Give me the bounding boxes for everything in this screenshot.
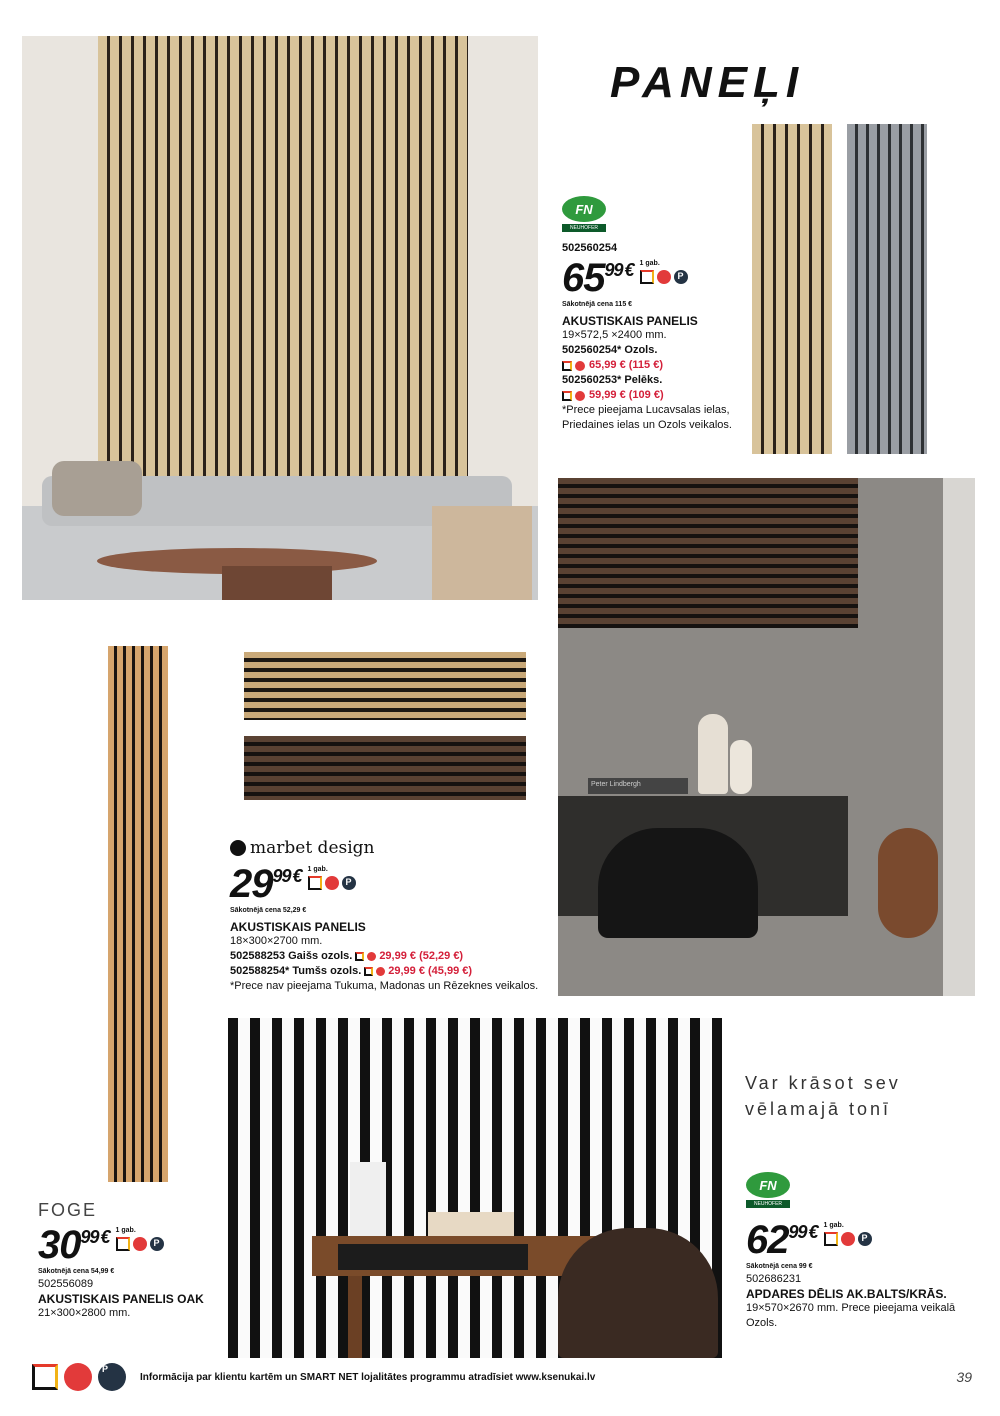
original-price: Sākotnējā cena 52,29 € — [230, 907, 307, 914]
variant1-price: 65,99 € (115 €) — [589, 359, 664, 371]
product2-block — [230, 838, 550, 994]
vase — [698, 714, 728, 794]
vase-2 — [730, 740, 752, 794]
variant1-code: 502560254* Ozols. — [562, 344, 658, 356]
loyalty-icons — [308, 876, 356, 890]
books: Peter Lindbergh — [588, 778, 688, 794]
price-dec: 99 — [272, 866, 291, 886]
loyalty-icons — [640, 270, 688, 284]
smart-net-icon — [575, 391, 585, 401]
ceiling-slats — [558, 478, 858, 628]
variant2-price: 59,99 € (109 €) — [589, 389, 664, 401]
desk-chair — [558, 1228, 718, 1358]
footer-icons — [32, 1363, 126, 1391]
table-base — [222, 566, 332, 600]
desk-drawer — [338, 1244, 528, 1270]
wall-panel — [98, 36, 468, 506]
variant2-price: 29,99 € (45,99 €) — [388, 965, 473, 977]
variant2-code: 502588254* Tumšs ozols. — [230, 965, 362, 977]
page-title: PANEĻI — [610, 58, 805, 107]
variant1-code: 502588253 Gaišs ozols. — [230, 950, 353, 962]
price — [38, 1223, 110, 1268]
marbet-logo-icon — [230, 840, 246, 856]
living-room-photo — [22, 36, 538, 600]
availability-note: *Prece nav pieejama Tukuma, Madonas un Rēzeknes veikalos. — [230, 980, 539, 992]
product1-block — [562, 196, 747, 433]
smart-net-icon — [325, 876, 339, 890]
variant2-code: 502560253* Pelēks. — [562, 374, 663, 386]
fn-logo-mark: FN — [562, 196, 606, 222]
paint-note-line1: Var krāsot sev — [745, 1073, 901, 1093]
card-icon — [640, 270, 654, 284]
unit-label: 1 gab. — [823, 1222, 844, 1229]
box-stack — [428, 1212, 514, 1236]
card-icon — [364, 967, 373, 976]
sculpture — [878, 828, 938, 938]
footer — [32, 1362, 972, 1392]
price — [230, 862, 302, 907]
unit-label: 1 gab. — [115, 1227, 136, 1234]
product4-block — [746, 1172, 986, 1331]
variant2-icons — [364, 967, 385, 976]
product-size: 21×300×2800 mm. — [38, 1307, 131, 1319]
card-icon — [562, 361, 572, 371]
card-icon — [116, 1237, 130, 1251]
product-code: 502560254 — [562, 242, 618, 254]
fn-logo-sub: NEUHOFER — [562, 224, 606, 232]
currency: € — [100, 1227, 110, 1247]
availability-note-1: *Prece pieejama Lucavsalas ielas, — [562, 404, 730, 416]
unit-label: 1 gab. — [639, 260, 660, 267]
unit-label: 1 gab. — [307, 866, 328, 873]
p-icon — [150, 1237, 164, 1251]
brand-name: marbet design — [250, 838, 375, 858]
original-price: Sākotnējā cena 54,99 € — [38, 1268, 115, 1275]
product-code: 502686231 — [746, 1273, 802, 1285]
card-icon — [824, 1232, 838, 1246]
variant1-price: 29,99 € (52,29 €) — [379, 950, 464, 962]
currency: € — [624, 260, 634, 280]
oak-panel-image — [752, 124, 832, 454]
smart-net-icon — [367, 952, 376, 961]
brand-name: FOGE — [38, 1200, 98, 1220]
cushion — [52, 461, 142, 516]
product-size: 19×570×2670 mm. Prece pieejama veikalā Ozols. — [746, 1302, 956, 1329]
brand-logo-fn — [746, 1172, 986, 1208]
p-icon — [98, 1363, 126, 1391]
smart-net-icon — [64, 1363, 92, 1391]
fn-logo-mark: FN — [746, 1172, 790, 1198]
p-icon — [674, 270, 688, 284]
book-holder — [350, 1162, 386, 1236]
smart-net-icon — [657, 270, 671, 284]
product-name: APDARES DĒLIS AK.BALTS/KRĀS. — [746, 1287, 947, 1301]
light-oak-sample — [244, 652, 526, 720]
price-dec: 99 — [80, 1227, 99, 1247]
product-size: 19×572,5 ×2400 mm. — [562, 329, 667, 341]
smart-net-icon — [575, 361, 585, 371]
throw-blanket — [432, 506, 532, 600]
striped-wall-photo — [228, 1018, 722, 1358]
card-icon — [308, 876, 322, 890]
currency: € — [808, 1222, 818, 1242]
curtain — [943, 478, 975, 996]
price-dec: 99 — [788, 1222, 807, 1242]
price-dec: 99 — [604, 260, 623, 280]
product3-block — [38, 1200, 238, 1321]
product-code: 502556089 — [38, 1278, 94, 1290]
original-price: Sākotnējā cena 115 € — [562, 301, 633, 308]
availability-note-2: Priedaines ielas un Ozols veikalos. — [562, 419, 732, 431]
price — [562, 256, 634, 301]
variant2-icons — [562, 391, 585, 401]
card-icon — [355, 952, 364, 961]
interior-photo — [558, 478, 975, 996]
foge-panel-image — [108, 646, 168, 1182]
chair — [598, 828, 758, 938]
paint-note-line2: vēlamajā tonī — [745, 1099, 892, 1119]
loyalty-icons — [116, 1237, 164, 1251]
dark-oak-sample — [244, 736, 526, 800]
price-int: 30 — [38, 1223, 81, 1267]
brand-logo-fn — [562, 196, 747, 232]
smart-net-icon — [133, 1237, 147, 1251]
price-int: 29 — [230, 862, 273, 906]
price-int: 62 — [746, 1218, 789, 1262]
paint-note — [745, 1070, 901, 1122]
original-price: Sākotnējā cena 99 € — [746, 1263, 813, 1270]
p-icon — [858, 1232, 872, 1246]
price-int: 65 — [562, 256, 605, 300]
variant1-icons — [562, 361, 585, 371]
card-icon — [562, 391, 572, 401]
product-name: AKUSTISKAIS PANELIS — [230, 920, 366, 934]
loyalty-icons — [824, 1232, 872, 1246]
card-icon — [32, 1364, 58, 1390]
product-name: AKUSTISKAIS PANELIS — [562, 314, 698, 328]
product-size: 18×300×2700 mm. — [230, 935, 323, 947]
fn-logo-sub: NEUHOFER — [746, 1200, 790, 1208]
product-name: AKUSTISKAIS PANELIS OAK — [38, 1292, 204, 1306]
currency: € — [292, 866, 302, 886]
price — [746, 1218, 818, 1263]
variant1-icons — [355, 952, 376, 961]
grey-panel-image — [847, 124, 927, 454]
smart-net-icon — [841, 1232, 855, 1246]
footer-text: Informācija par klientu kartēm un SMART NET lojalitātes programmu atradīsiet www.ksenukai.lv — [140, 1371, 596, 1383]
page-number: 39 — [956, 1369, 972, 1385]
smart-net-icon — [376, 967, 385, 976]
p-icon — [342, 876, 356, 890]
